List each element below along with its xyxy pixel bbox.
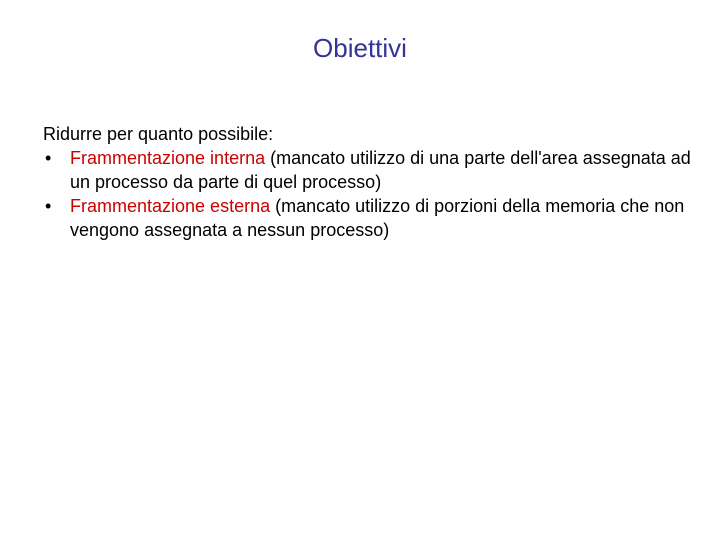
bullet-term: Frammentazione interna (70, 148, 266, 168)
slide-title: Obiettivi (313, 33, 407, 63)
intro-text: Ridurre per quanto possibile: (43, 124, 274, 144)
bullet-item-internal-fragmentation (43, 146, 693, 194)
bullet-icon: • (45, 148, 52, 168)
bullet-term: Frammentazione esterna (70, 196, 271, 216)
bullet-description: (mancato utilizzo di una parte dell'area assegnata ad un processo da parte di quel processo) (70, 148, 691, 192)
slide-body (43, 122, 693, 242)
bullet-description: (mancato utilizzo di porzioni della memoria che non vengono assegnata a nessun processo) (70, 196, 685, 240)
bullet-item-external-fragmentation (43, 194, 693, 242)
bullet-list (43, 146, 693, 242)
bullet-icon: • (45, 196, 52, 216)
